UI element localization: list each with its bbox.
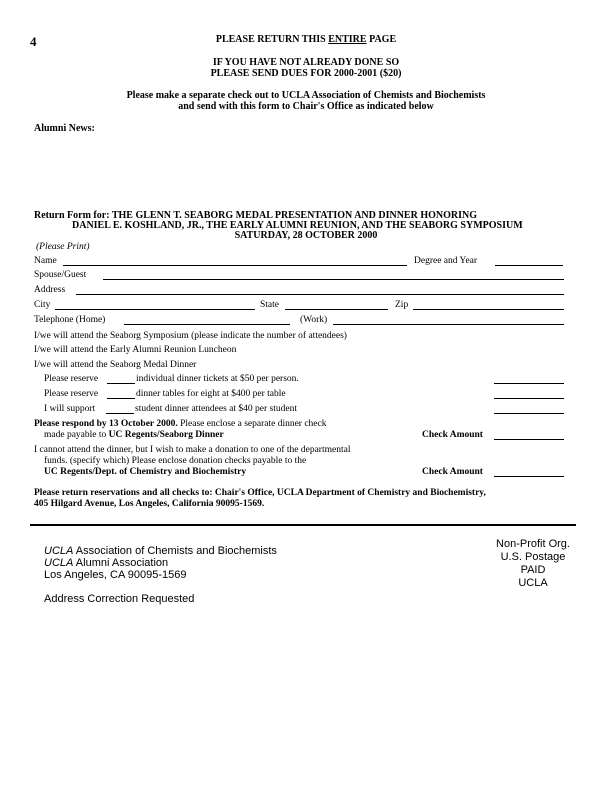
zip-field[interactable] — [413, 309, 564, 310]
city-label: City — [34, 300, 51, 310]
mailer-divider — [30, 524, 576, 526]
reserve-tables-field[interactable] — [107, 398, 135, 399]
address-field[interactable] — [76, 294, 564, 295]
mailer-city: Los Angeles, CA 90095-1569 — [44, 569, 187, 581]
degree-year-label: Degree and Year — [414, 256, 478, 266]
respond-by-line — [34, 419, 327, 430]
attend-luncheon: I/we will attend the Early Alumni Reunion Luncheon — [34, 345, 237, 355]
postage-line-3: PAID — [520, 564, 546, 576]
page-number: 4 — [30, 34, 37, 49]
dues-line-1: IF YOU HAVE NOT ALREADY DONE SO — [212, 57, 400, 68]
telephone-home-field[interactable] — [124, 324, 290, 325]
respond-by-date: Please respond by 13 October 2000. — [34, 419, 178, 429]
state-label: State — [260, 300, 279, 310]
postage-line-2: U.S. Postage — [500, 551, 566, 563]
return-suffix: PAGE — [366, 34, 397, 45]
telephone-work-label: (Work) — [300, 315, 328, 325]
spouse-field[interactable] — [103, 279, 564, 280]
reserve-tables-label: Please reserve — [44, 389, 99, 399]
return-page-heading — [0, 34, 612, 46]
support-students-field[interactable] — [106, 413, 134, 414]
reserve-tables-text: dinner tables for eight at $400 per table — [136, 389, 286, 399]
donation-payable: UC Regents/Dept. of Chemistry and Biochemistry — [44, 467, 247, 477]
return-form-line-1: Return Form for: THE GLENN T. SEABORG MEDAL PRESENTATION AND DINNER HONORING — [34, 210, 477, 221]
return-note-line-2: 405 Hilgard Avenue, Los Angeles, California 90095-1569. — [34, 499, 265, 509]
reserve-individual-label: Please reserve — [44, 374, 99, 384]
telephone-home-label: Telephone (Home) — [34, 315, 106, 325]
return-emphasis: ENTIRE — [328, 34, 367, 45]
name-label: Name — [34, 256, 57, 266]
city-field[interactable] — [55, 309, 255, 310]
payable-line — [44, 430, 224, 441]
check-amount-label-1: Check Amount — [422, 430, 483, 440]
dues-line-2: PLEASE SEND DUES FOR 2000-2001 ($20) — [210, 68, 402, 79]
postage-line-1: Non-Profit Org. — [496, 538, 570, 550]
reserve-individual-amount[interactable] — [494, 383, 564, 384]
support-students-label: I will support — [44, 404, 96, 414]
address-correction: Address Correction Requested — [44, 593, 195, 605]
payable-prefix: made payable to — [44, 430, 109, 440]
state-field[interactable] — [285, 309, 388, 310]
degree-year-field[interactable] — [495, 265, 563, 266]
donation-line-2: funds. (specify which) Please enclose donation checks payable to the — [44, 456, 307, 466]
name-field[interactable] — [63, 265, 407, 266]
return-prefix: PLEASE RETURN THIS — [215, 34, 329, 45]
zip-label: Zip — [395, 300, 409, 310]
address-label: Address — [34, 285, 66, 295]
mailer-org-2-rest: Alumni Association — [73, 557, 169, 569]
check-amount-field-1[interactable] — [494, 439, 564, 440]
attend-dinner: I/we will attend the Seaborg Medal Dinner — [34, 360, 197, 370]
spouse-label: Spouse/Guest — [34, 270, 87, 280]
mailer-org-1-rest: Association of Chemists and Biochemists — [73, 545, 277, 557]
mailer-org-1-ucla: UCLA — [44, 545, 74, 557]
return-note-line-1: Please return reservations and all checks to: Chair's Office, UCLA Department of Chemistry and Biochemistry, — [34, 488, 486, 498]
reserve-individual-text: individual dinner tickets at $50 per person. — [136, 374, 299, 384]
check-instructions-2: and send with this form to Chair's Office as indicated below — [178, 101, 434, 112]
reserve-individual-field[interactable] — [107, 383, 135, 384]
respond-by-rest: Please enclose a separate dinner check — [177, 419, 327, 429]
support-students-text: student dinner attendees at $40 per student — [135, 404, 297, 414]
postage-line-4: UCLA — [518, 577, 548, 589]
check-amount-field-2[interactable] — [494, 476, 564, 477]
return-form-date: SATURDAY, 28 OCTOBER 2000 — [234, 230, 378, 241]
payable-to-dinner: UC Regents/Seaborg Dinner — [108, 430, 224, 440]
reserve-tables-amount[interactable] — [494, 398, 564, 399]
donation-line-1: I cannot attend the dinner, but I wish to make a donation to one of the departmental — [34, 445, 351, 455]
alumni-news-label: Alumni News: — [34, 123, 95, 134]
check-amount-label-2: Check Amount — [422, 467, 483, 477]
support-students-amount[interactable] — [494, 413, 564, 414]
please-print-note: (Please Print) — [36, 242, 90, 252]
check-instructions-1: Please make a separate check out to UCLA Association of Chemists and Biochemists — [126, 90, 486, 101]
telephone-work-field[interactable] — [333, 324, 564, 325]
attend-symposium: I/we will attend the Seaborg Symposium (please indicate the number of attendees) — [34, 331, 347, 341]
mailer-org-2-ucla: UCLA — [44, 557, 74, 569]
postage-indicia — [478, 538, 588, 590]
return-form-line-2: DANIEL E. KOSHLAND, JR., THE EARLY ALUMNI REUNION, AND THE SEABORG SYMPOSIUM — [72, 220, 523, 231]
